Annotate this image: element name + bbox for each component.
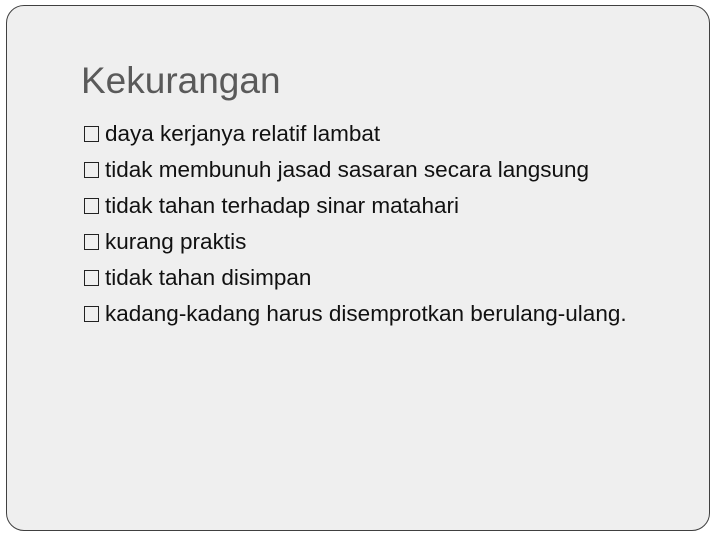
slide-frame — [6, 5, 710, 531]
bullet-list — [83, 120, 683, 336]
bullet-item — [83, 264, 683, 292]
bullet-item — [83, 120, 683, 148]
missing-glyph-box-icon — [84, 234, 99, 250]
missing-glyph-box-icon — [84, 270, 99, 286]
bullet-item — [83, 156, 683, 184]
bullet-text: kadang-kadang harus disemprotkan berulang-ulang. — [105, 301, 627, 326]
missing-glyph-box-icon — [84, 126, 99, 142]
missing-glyph-box-icon — [84, 198, 99, 214]
missing-glyph-box-icon — [84, 306, 99, 322]
bullet-item — [83, 192, 683, 220]
bullet-text: daya kerjanya relatif lambat — [105, 121, 381, 146]
missing-glyph-box-icon — [84, 162, 99, 178]
bullet-item — [83, 300, 683, 328]
bullet-text: kurang praktis — [105, 229, 247, 254]
bullet-text: tidak tahan disimpan — [105, 265, 312, 290]
bullet-text: tidak membunuh jasad sasaran secara langsung — [105, 157, 590, 182]
bullet-text: tidak tahan terhadap sinar matahari — [105, 193, 459, 218]
bullet-item — [83, 228, 683, 256]
slide-title: Kekurangan — [81, 60, 281, 101]
